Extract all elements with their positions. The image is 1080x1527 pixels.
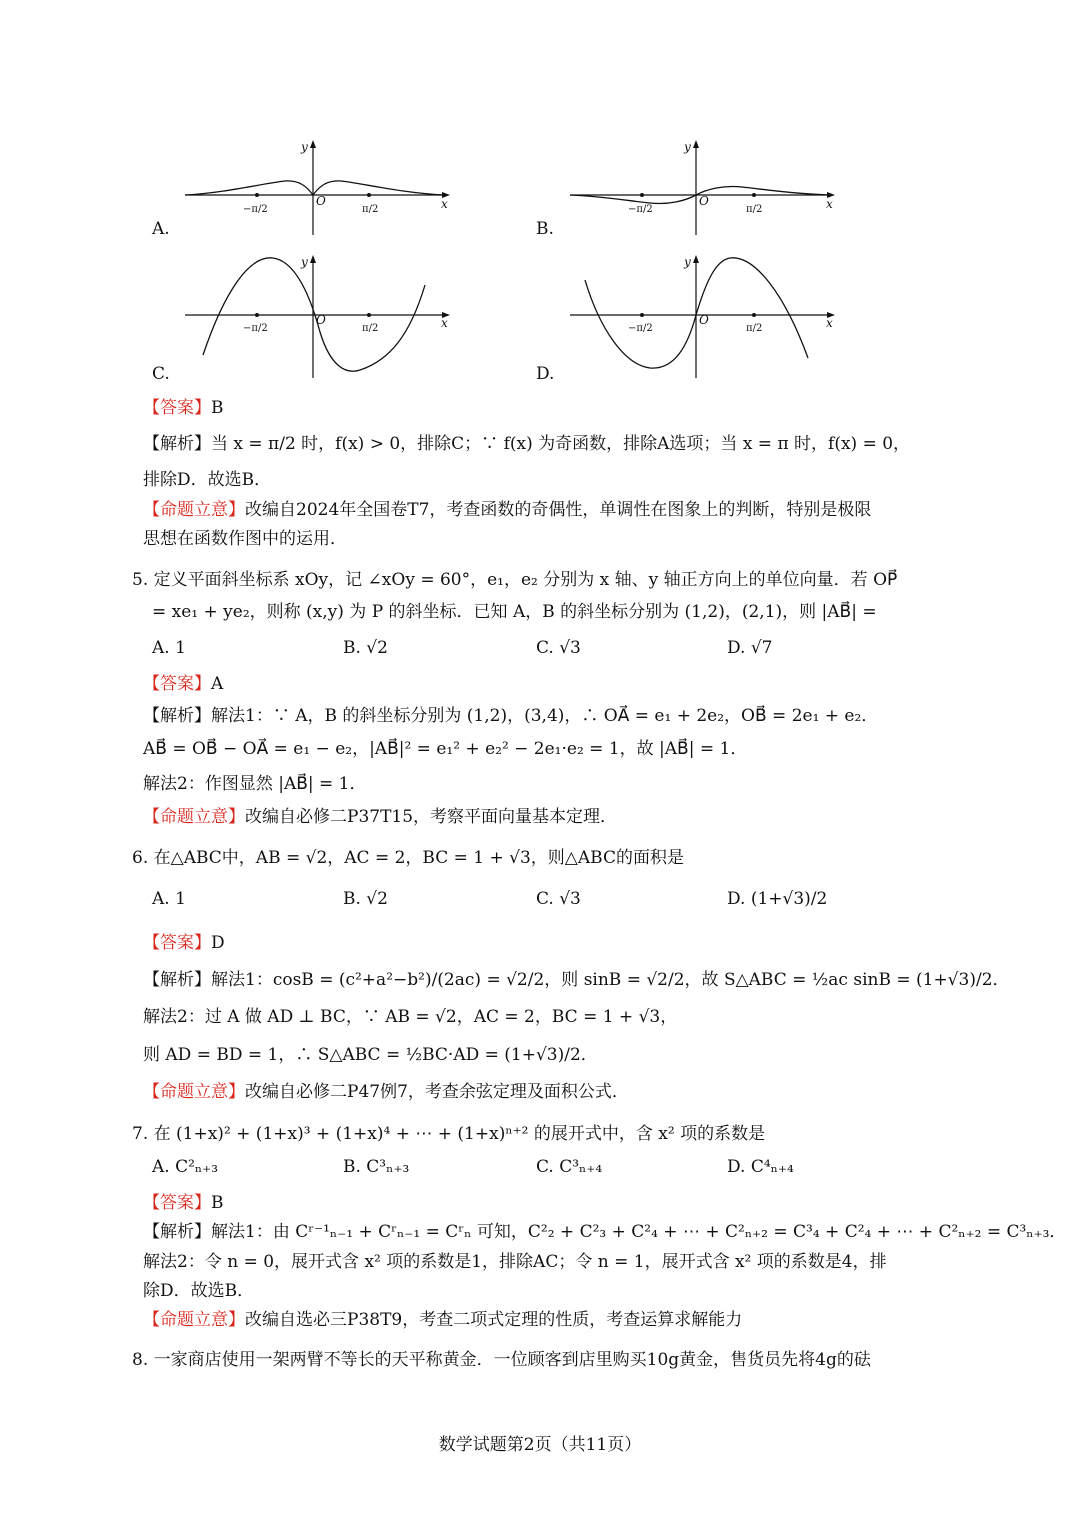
- q7-intent: [143, 1308, 742, 1332]
- q7-option-a: A. C²ₙ₊₃: [152, 1157, 219, 1177]
- q6-analysis-line-2: 解法2：过 A 做 AD ⊥ BC，∵ AB = √2，AC = 2，BC = 1 + √3，: [143, 1007, 678, 1027]
- q4-intent-line-2: 思想在函数作图中的运用．: [143, 529, 347, 549]
- intent-tag: 【命题立意】: [143, 807, 245, 827]
- intent-tag: 【命题立意】: [143, 1082, 245, 1102]
- q6-analysis-line-1: [143, 968, 1010, 992]
- q8-stem: 8. 一家商店使用一架两臂不等长的天平称黄金．一位顾客到店里购买10g黄金，售货员先将4g的砝: [132, 1350, 871, 1370]
- graph-d-y-label: y: [684, 255, 691, 269]
- graph-a-tick-neg: −π/2: [243, 204, 268, 215]
- analysis-text: 当 x = π/2 时，f(x) > 0，排除C；∵ f(x) 为奇函数，排除A选项；当 x = π 时，f(x) = 0，: [211, 434, 911, 454]
- q6-stem: 6. 在△ABC中，AB = √2，AC = 2，BC = 1 + √3，则△ABC的面积是: [132, 848, 684, 868]
- graph-b-tick-neg: −π/2: [628, 204, 653, 215]
- q4-analysis-line-2: 排除D．故选B．: [143, 470, 272, 490]
- q6-option-d: D. (1+√3)/2: [727, 889, 828, 909]
- answer-value: D: [211, 933, 225, 953]
- q6-option-b: B. √2: [343, 889, 388, 909]
- analysis-text: 解法1：∵ A，B 的斜坐标分别为 (1,2)，(3,4)，∴ OA⃗ = e₁ + 2e₂，OB⃗ = 2e₁ + e₂．: [211, 706, 879, 726]
- graph-d-x-label: x: [826, 316, 833, 330]
- q6-answer: [143, 931, 225, 955]
- graph-a-x-label: x: [441, 197, 448, 211]
- graph-b-y-label: y: [684, 140, 691, 154]
- graph-c-label: C.: [152, 364, 170, 384]
- q5-answer: [143, 672, 223, 696]
- graph-c-y-label: y: [301, 255, 308, 269]
- analysis-text: 解法1：由 Cʳ⁻¹ₙ₋₁ + Cʳₙ₋₁ = Cʳₙ 可知，C²₂ + C²₃ + C²₄ + ⋯ + C²ₙ₊₂ = C³₄ + C²₄ + ⋯ + C²ₙ₊₂ = C³ₙ₊₃．: [211, 1222, 1067, 1242]
- graph-a-y-label: y: [301, 140, 308, 154]
- analysis-tag: 【解析】: [143, 970, 211, 990]
- graph-d-label: D.: [536, 364, 555, 384]
- q5-stem-line-1: 5. 定义平面斜坐标系 xOy，记 ∠xOy = 60°，e₁，e₂ 分别为 x 轴、y 轴正方向上的单位向量．若 OP⃗: [132, 570, 898, 590]
- graph-a: [185, 135, 455, 240]
- analysis-tag: 【解析】: [143, 1222, 211, 1242]
- graph-c-origin: O: [316, 313, 326, 327]
- graph-b-label: B.: [536, 219, 554, 239]
- intent-tag: 【命题立意】: [143, 500, 245, 520]
- graph-c-tick-pos: π/2: [362, 323, 379, 334]
- q6-intent: [143, 1080, 629, 1104]
- q5-option-c: C. √3: [536, 638, 581, 658]
- answer-tag: 【答案】: [143, 933, 211, 953]
- graph-a-origin: O: [316, 194, 326, 208]
- q4-analysis-line-1: [143, 432, 910, 456]
- answer-value: B: [211, 1193, 224, 1213]
- graph-d-tick-neg: −π/2: [628, 323, 653, 334]
- q7-stem: 7. 在 (1+x)² + (1+x)³ + (1+x)⁴ + ⋯ + (1+x)ⁿ⁺² 的展开式中，含 x² 项的系数是: [132, 1124, 766, 1144]
- q5-option-a: A. 1: [152, 638, 186, 658]
- answer-tag: 【答案】: [143, 674, 211, 694]
- analysis-text: 解法1：cosB = (c²+a²−b²)/(2ac) = √2/2，则 sinB = √2/2，故 S△ABC = ½ac sinB = (1+√3)/2．: [211, 970, 1010, 990]
- intent-text: 改编自必修二P37T15，考察平面向量基本定理．: [245, 807, 618, 827]
- q6-option-c: C. √3: [536, 889, 581, 909]
- graph-b-tick-pos: π/2: [746, 204, 763, 215]
- graph-d-tick-pos: π/2: [746, 323, 763, 334]
- q6-option-a: A. 1: [152, 889, 186, 909]
- answer-value: B: [211, 398, 224, 418]
- analysis-tag: 【解析】: [143, 706, 211, 726]
- q5-analysis-line-2: AB⃗ = OB⃗ − OA⃗ = e₁ − e₂，|AB⃗|² = e₁² + e₂² − 2e₁·e₂ = 1，故 |AB⃗| = 1．: [143, 739, 748, 759]
- answer-value: A: [211, 674, 224, 694]
- q7-analysis-line-1: [143, 1220, 1066, 1244]
- intent-tag: 【命题立意】: [143, 1310, 245, 1330]
- q7-answer: [143, 1191, 224, 1215]
- graph-b: [570, 135, 840, 240]
- q7-option-c: C. C³ₙ₊₄: [536, 1157, 603, 1177]
- q5-option-d: D. √7: [727, 638, 773, 658]
- graph-c-x-label: x: [441, 316, 448, 330]
- page-footer: 数学试题第2页（共11页）: [438, 1435, 642, 1455]
- q5-stem-line-2: = xe₁ + ye₂，则称 (x,y) 为 P 的斜坐标．已知 A，B 的斜坐标分别为 (1,2)，(2,1)，则 |AB⃗| =: [152, 602, 877, 622]
- answer-tag: 【答案】: [143, 398, 211, 418]
- q5-analysis-line-1: [143, 704, 878, 728]
- graph-b-origin: O: [699, 194, 709, 208]
- q7-analysis-line-3: 除D．故选B．: [143, 1281, 255, 1301]
- q4-intent-line-1: [143, 498, 871, 522]
- graph-d-origin: O: [699, 313, 709, 327]
- q5-analysis-line-3: 解法2：作图显然 |AB⃗| = 1．: [143, 774, 367, 794]
- q7-option-b: B. C³ₙ₊₃: [343, 1157, 410, 1177]
- intent-text: 改编自2024年全国卷T7，考查函数的奇偶性，单调性在图象上的判断，特别是极限: [245, 500, 872, 520]
- q7-analysis-line-2: 解法2：令 n = 0，展开式含 x² 项的系数是1，排除AC；令 n = 1，展开式含 x² 项的系数是4，排: [143, 1252, 887, 1272]
- q5-option-b: B. √2: [343, 638, 388, 658]
- answer-tag: 【答案】: [143, 1193, 211, 1213]
- q4-answer: [143, 396, 224, 420]
- graph-c-tick-neg: −π/2: [243, 323, 268, 334]
- analysis-tag: 【解析】: [143, 434, 211, 454]
- q6-analysis-line-3: 则 AD = BD = 1，∴ S△ABC = ½BC·AD = (1+√3)/2．: [143, 1045, 598, 1065]
- graph-b-x-label: x: [826, 197, 833, 211]
- q7-option-d: D. C⁴ₙ₊₄: [727, 1157, 794, 1177]
- graph-a-label: A.: [152, 219, 170, 239]
- graph-a-tick-pos: π/2: [362, 204, 379, 215]
- q5-intent: [143, 805, 617, 829]
- intent-text: 改编自选必三P38T9，考查二项式定理的性质，考查运算求解能力: [245, 1310, 743, 1330]
- intent-text: 改编自必修二P47例7，考查余弦定理及面积公式．: [245, 1082, 629, 1102]
